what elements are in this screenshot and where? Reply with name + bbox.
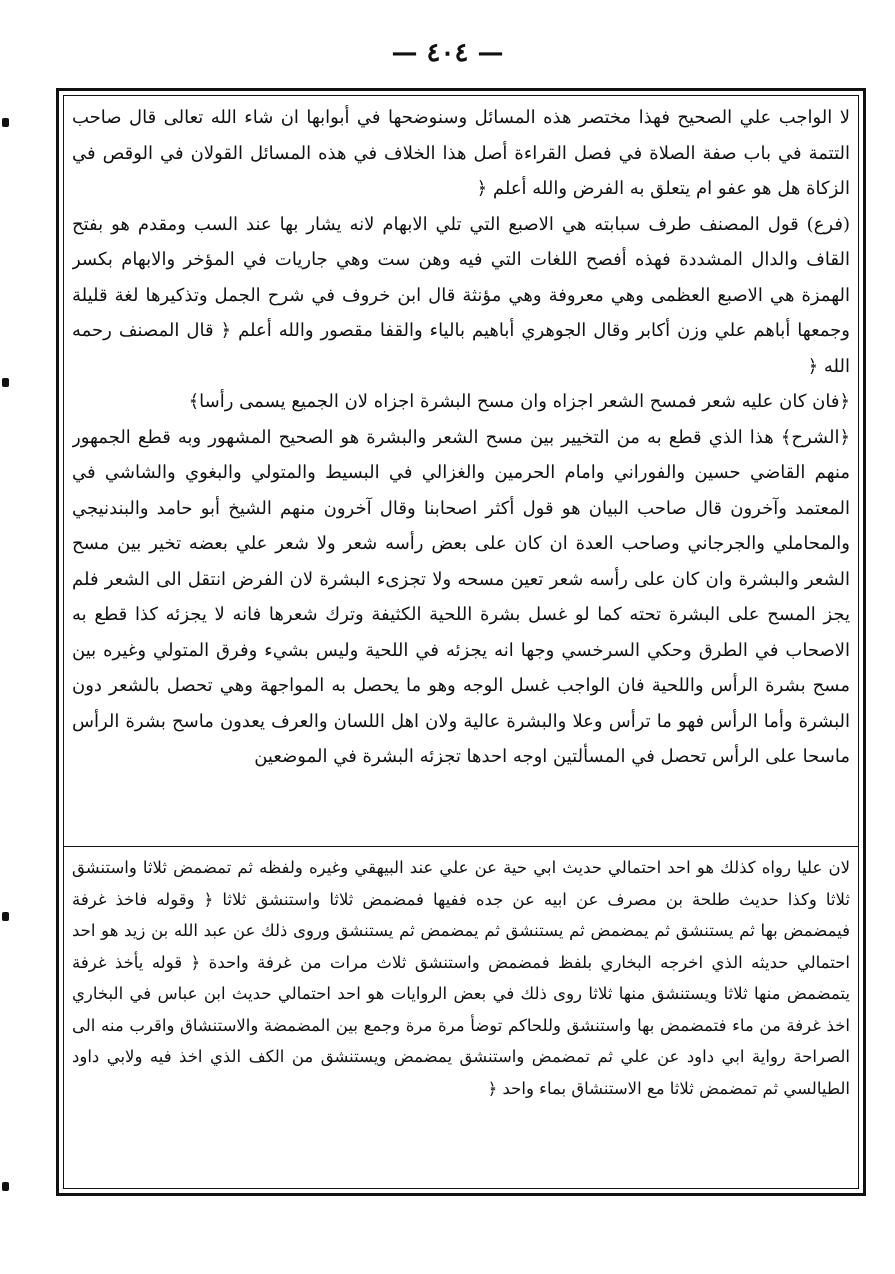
footnote-block (72, 852, 850, 1182)
main-paragraph: لا الواجب علي الصحيح فهذا مختصر هذه المسائل وسنوضحها في أبوابها ان شاء الله تعالى قال صاحب التتمة في باب صفة الصلاة في فصل القراءة أصل هذا الخلاف في هذه المسائل القولان في الوقص في الزكاة هل هو عفو ام يتعلق به الفرض والله أعلم ﴿ (72, 107, 850, 199)
main-paragraph: ﴿الشرح﴾ هذا الذي قطع به من التخيير بين مسح الشعر والبشرة هو الصحيح المشهور وبه قطع الجمهور منهم القاضي حسين والفوراني وامام الحرمين والغزالي في البسيط والمتولي والبغوي والشاشي في المعتمد وآخرون قال صاحب البيان هو قول أكثر اصحابنا وقال آخرون منهم الشيخ أبو حامد والبندنيجي والمحاملي والجرجاني وصاحب العدة ان كان على بعض رأسه شعر ولا شعر علي بعضه تخير بين مسح الشعر والبشرة وان كان على رأسه شعر تعين مسحه ولا تجزىء البشرة لان الفرض انتقل الى الشعر فلم يجز المسح على البشرة تحته كما لو غسل بشرة اللحية الكثيفة وترك شعرها فانه لا يجزئه كذا قطع به الاصحاب في الطرق وحكي السرخسي وجها انه يجزئه في اللحية وليس بشيء وفرق المتولي وغيره بين مسح بشرة الرأس واللحية فان الواجب غسل الوجه وهو ما يحصل به المواجهة وهي تحصل بالشعر دون البشرة وأما الرأس فهو ما ترأس وعلا والبشرة عالية ولان اهل اللسان والعرف يعدون ماسح بشرة الرأس ماسحا على الرأس تحصل في المسألتين اوجه احدها تجزئه البشرة في الموضعين (72, 426, 850, 767)
main-text-block (72, 100, 850, 840)
binding-hole-mark (2, 118, 9, 127)
binding-hole-mark (2, 378, 9, 387)
page-number: — ٤٠٤ — (391, 38, 504, 68)
main-paragraph: (فرع) قول المصنف طرف سبابته هي الاصبع التي تلي الابهام لانه يشار بها عند السب ومقدم هو بفتح القاف والدال المشددة فهذه أفصح اللغات التي فيه وهن ست وهي جاريات في المؤخر والابهام بكسر الهمزة هي الاصبع العظمى وهي معروفة وهي مؤنثة قال ابن خروف في شرح الجمل وتذكيرها لغة قليلة وجمعها أباهم علي وزن أكابر وقال الجوهري أباهيم بالياء والقفا مقصور والله أعلم ﴿ قال المصنف رحمه الله ﴿ (72, 213, 850, 377)
footnote-paragraph: لان عليا رواه كذلك هو احد احتمالي حديث ابي حية عن علي عند البيهقي وغيره ولفظه ثم تمضمض ثلاثا واستنشق ثلاثا وكذا حديث طلحة بن مصرف عن ابيه عن جده ففيها فمضمض ثلاثا واستنشق ثلاثا ﴿ وقوله فاخذ غرفة فيمضمض بها ثم يستنشق ثم يمضمض ثم يستنشق ثم يمضمض ثم يستنشق وروى ذلك عن عبد الله بن زيد هو احد احتمالي حديثه الذي اخرجه البخاري بلفظ فمضمض واستنشق ثلاث مرات من غرفة واحدة ﴿ قوله يأخذ غرفة يتمضمض منها ثلاثا ويستنشق منها ثلاثا روى ذلك في بعض الروايات هو احد احتمالي حديث ابن عباس في البخاري اخذ غرفة من ماء فتمضمض بها واستنشق وللحاكم توضأ مرة مرة وجمع بين المضمضة والاستنشاق واقرب منه الى الصراحة رواية ابي داود عن علي ثم تمضمض واستنشق يمضمض ويستنشق من الكف الذي اخذ فيه ولابي داود الطيالسي ثم تمضمض ثلاثا مع الاستنشاق بماء واحد ﴿ (72, 858, 850, 1098)
binding-hole-mark (2, 912, 9, 921)
footnote-divider (63, 846, 859, 847)
binding-hole-mark (2, 1182, 9, 1191)
main-paragraph: ﴿فان كان عليه شعر فمسح الشعر اجزاه وان مسح البشرة اجزاه لان الجميع يسمى رأسا﴾ (188, 391, 850, 412)
